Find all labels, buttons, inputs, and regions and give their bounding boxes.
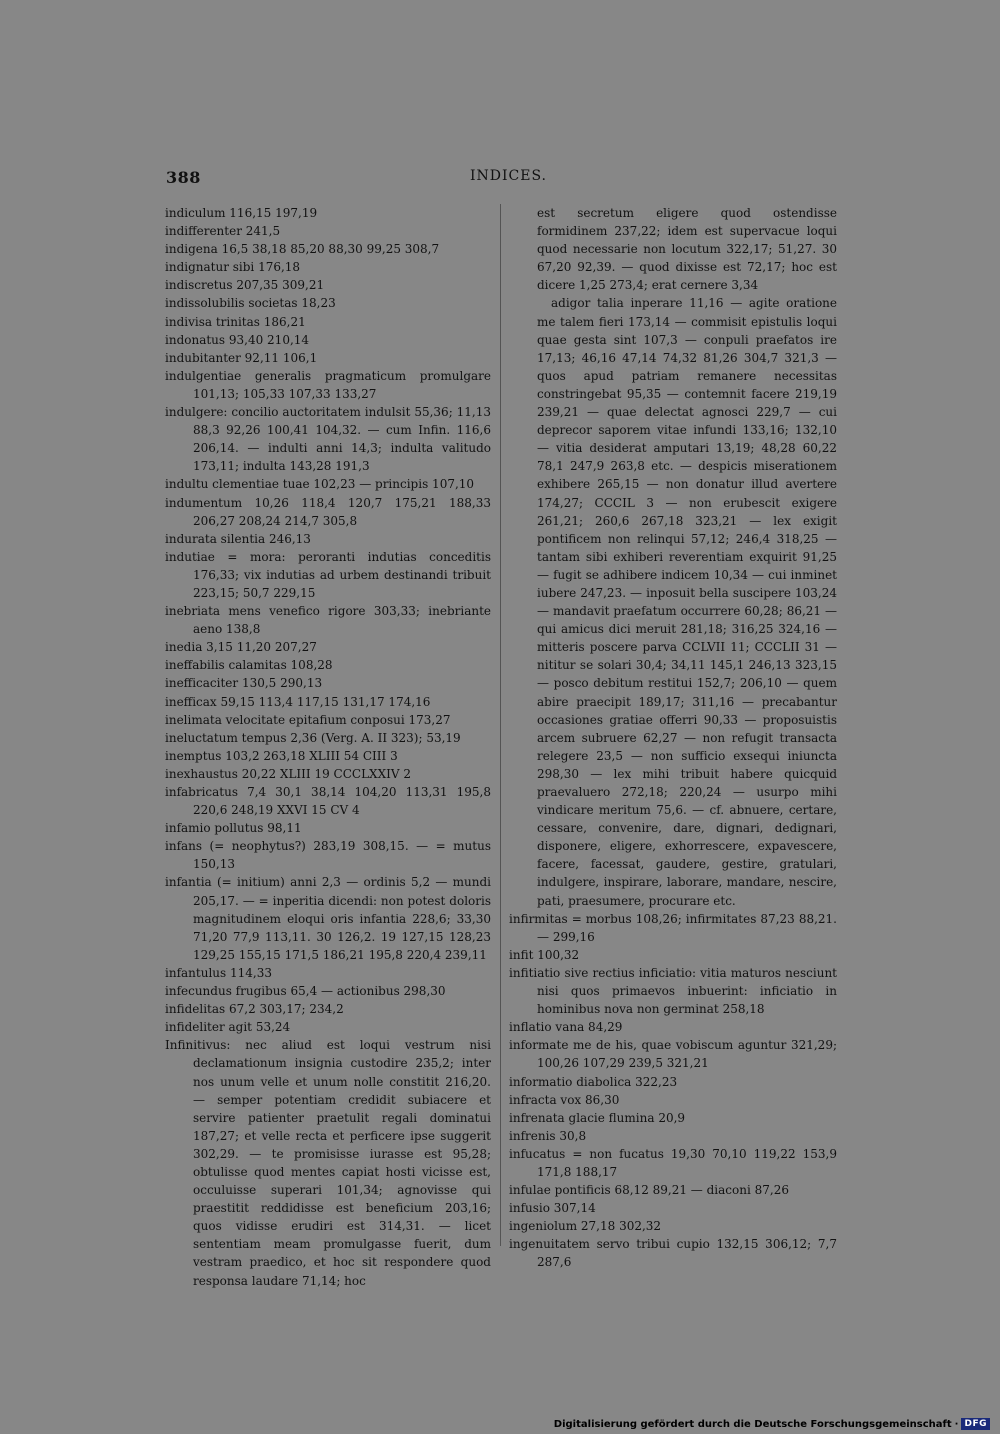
index-entry: inefficax 59,15 113,4 117,15 131,17 174,16 (165, 694, 431, 709)
index-entry: ingenuitatem servo tribui cupio 132,15 306,12; 7,7 287,6 (509, 1237, 837, 1270)
index-entry: infrenis 30,8 (509, 1128, 587, 1143)
index-entry: infit 100,32 (509, 947, 580, 962)
index-entry: inexhaustus 20,22 XLIII 19 CCCLXXIV 2 (165, 766, 411, 781)
index-entry: infamio pollutus 98,11 (165, 821, 302, 836)
index-entry: inebriata mens venefico rigore 303,33; inebriante aeno 138,8 (165, 604, 491, 637)
dfg-logo: DFG (961, 1418, 990, 1430)
index-entry: ineluctatum tempus 2,36 (Verg. A. II 323); 53,19 (165, 730, 461, 745)
index-entry: infucatus = non fucatus 19,30 70,10 119,22 153,9 171,8 188,17 (509, 1146, 837, 1179)
index-entry: informatio diabolica 322,23 (509, 1074, 678, 1089)
index-entry: informate me de his, quae vobiscum aguntur 321,29; 100,26 107,29 239,5 321,21 (509, 1038, 837, 1071)
index-entry: infitiatio sive rectius inficiatio: vitia maturos nesciunt nisi quos primaevos inbuerint: inficiatio in hominibus nova non germinat 258,18 (509, 965, 837, 1017)
index-entry: ineffabilis calamitas 108,28 (165, 658, 333, 673)
index-entry: indutiae = mora: peroranti indutias conceditis 176,33; vix indutias ad urbem destinandi tribuit 223,15; 50,7 229,15 (165, 549, 491, 600)
index-entry: infrenata glacie flumina 20,9 (509, 1110, 686, 1125)
index-entry: indissolubilis societas 18,23 (165, 296, 336, 311)
index-entry: indumentum 10,26 118,4 120,7 175,21 188,33 206,27 208,24 214,7 305,8 (165, 495, 491, 528)
index-entry: indifferenter 241,5 (165, 224, 281, 239)
left-column (165, 204, 491, 1290)
page-number: 388 (166, 168, 201, 187)
index-entry: indivisa trinitas 186,21 (165, 314, 306, 329)
right-column (509, 204, 837, 1272)
footer-credit: Digitalisierung gefördert durch die Deutsche Forschungsgemeinschaft · DFG (554, 1418, 990, 1430)
index-entry: indiscretus 207,35 309,21 (165, 278, 325, 293)
index-entry: infans (= neophytus?) 283,19 308,15. — = mutus 150,13 (165, 839, 491, 872)
index-entry: indurata silentia 246,13 (165, 531, 311, 546)
running-head: INDICES. (470, 168, 548, 184)
index-entry: infidelitas 67,2 303,17; 234,2 (165, 1002, 344, 1017)
index-entry: ingeniolum 27,18 302,32 (509, 1219, 662, 1234)
index-entry: indultu clementiae tuae 102,23 — principis 107,10 (165, 477, 475, 492)
index-entry: indonatus 93,40 210,14 (165, 332, 310, 347)
index-entry: indubitanter 92,11 106,1 (165, 350, 318, 365)
index-entry-paragraph: adigor talia inperare 11,16 — agite oratione me talem fieri 173,14 — commisit epistulis loqui quae gesta sint 107,3 — conpuli praefatos ire 17,13; 46,16 47,14 74,32 81,26 304,7 321,3 — quos apud patriam remanere necessitas constringebat 95,35 — contemnit facere 219,19 239,21 — quae delectat agnosci 229,7 — cui deprecor saporem vitae infundi 133,16; 132,10 — vitia desiderat amputari 13,19; 48,28 60,22 78,1 247,9 263,8 etc. — despicis miserationem exhibere 265,15 — non donatur illud avertere 174,27; CCCIL 3 — non erubescit exigere 261,21; 260,6 267,18 323,21 — lex exigit pontificem non relinqui 57,12; 246,4 318,25 — tantam sibi exhiberi reverentiam exquirit 91,25 — fugit se adhibere indicem 10,34 — cui inminet iubere 247,23. — inposuit bella suscipere 103,24 — mandavit praefatum occurrere 60,28; 86,21 — qui amicus dici meruit 281,18; 316,25 324,16 — mitteris poscere parva CCLVII 11; CCCLII 31 — nititur se solari 30,4; 34,11 145,1 246,13 323,15 — posco debitum restitui 152,7; 206,10 — quem abire praecipit 189,17; 311,16 — precabantur occasiones gratiae offerri 90,33 — proposuistis arcem subruere 62,27 — non refugit transacta relegere 23,5 — non sufficio exsequi iniuncta 298,30 — lex mihi tribuit habere quicquid praevaluero 272,18; 220,24 — usurpo mihi vindicare meritum 75,6. — cf. abnuere, certare, cessare, convenire, dare, dignari, dedignari, disponere, eligere, exhorrescere, expavescere, facere, facessat, gaudere, gestire, gratulari, indulgere, inspirare, laborare, mandare, nescire, pati, praesumere, procurare etc. (537, 296, 837, 908)
index-entry: inedia 3,15 11,20 207,27 (165, 640, 317, 655)
index-entry: infracta vox 86,30 (509, 1092, 620, 1107)
footer-credit-text: Digitalisierung gefördert durch die Deutsche Forschungsgemeinschaft (553, 1418, 952, 1430)
index-entry: infulae pontificis 68,12 89,21 — diaconi 87,26 (509, 1183, 789, 1198)
index-entry: indigena 16,5 38,18 85,20 88,30 99,25 308,7 (165, 242, 440, 257)
index-entry: infecundus frugibus 65,4 — actionibus 298,30 (165, 984, 446, 999)
index-entry: inelimata velocitate epitafium conposui 173,27 (165, 712, 451, 727)
index-entry: indiculum 116,15 197,19 (165, 206, 318, 220)
index-entry: inefficaciter 130,5 290,13 (165, 676, 323, 691)
index-entry: infideliter agit 53,24 (165, 1020, 291, 1035)
index-entry: infirmitas = morbus 108,26; infirmitates 87,23 88,21. — 299,16 (509, 911, 837, 944)
column-divider (500, 204, 501, 1246)
index-entry: infabricatus 7,4 30,1 38,14 104,20 113,31 195,8 220,6 248,19 XXVI 15 CV 4 (165, 785, 491, 818)
index-entry: infantia (= initium) anni 2,3 — ordinis 5,2 — mundi 205,17. — = inperitia dicendi: non potest doloris magnitudinem eloqui oris infantia 228,6; 33,30 71,20 77,9 113,11. 30 126,2. 19 127,15 128,23 129,25 155,15 171,5 186,21 195,8 220,4 239,11 (165, 875, 491, 962)
index-entry: infantulus 114,33 (165, 965, 272, 980)
index-entry-continuation: est secretum eligere quod ostendisse formidinem 237,22; idem est supervacue loqui quod necessarie non locutum 322,17; 51,27. 30 67,20 92,39. — quod dixisse est 72,17; hoc est dicere 1,25 273,4; erat cernere 3,34 (537, 206, 837, 293)
index-entry: Infinitivus: nec aliud est loqui vestrum nisi declamationum insignia custodire 235,2; inter nos unum velle et unum nolle constitit 216,20. — semper potentiam credidit subiacere et servire patienter praetulit regali dominatui 187,27; et velle recta et perficere ipse suggerit 302,29. — te promisisse iurasse est 95,28; obtulisse quod mentes capiat hosti vicisse est, occuluisse superari 101,34; agnovisse qui praestitit reddidisse est beneficium 203,16; quos vidisse erudiri est 314,31. — licet sententiam meam promulgasse fuerit, dum vestram praedico, et hoc sit respondere quod responsa laudare 71,14; hoc (165, 1038, 491, 1288)
index-entry: infusio 307,14 (509, 1201, 596, 1216)
index-entry: indulgere: concilio auctoritatem indulsit 55,36; 11,13 88,3 92,26 100,41 104,32. — cum Infin. 116,6 206,14. — indulti anni 14,3; indulta valitudo 173,11; indulta 143,28 191,3 (165, 405, 491, 474)
index-entry: inemptus 103,2 263,18 XLIII 54 CIII 3 (165, 748, 398, 763)
index-entry: indulgentiae generalis pragmaticum promulgare 101,13; 105,33 107,33 133,27 (165, 368, 491, 401)
index-entry: indignatur sibi 176,18 (165, 260, 301, 275)
index-entry: inflatio vana 84,29 (509, 1020, 623, 1035)
